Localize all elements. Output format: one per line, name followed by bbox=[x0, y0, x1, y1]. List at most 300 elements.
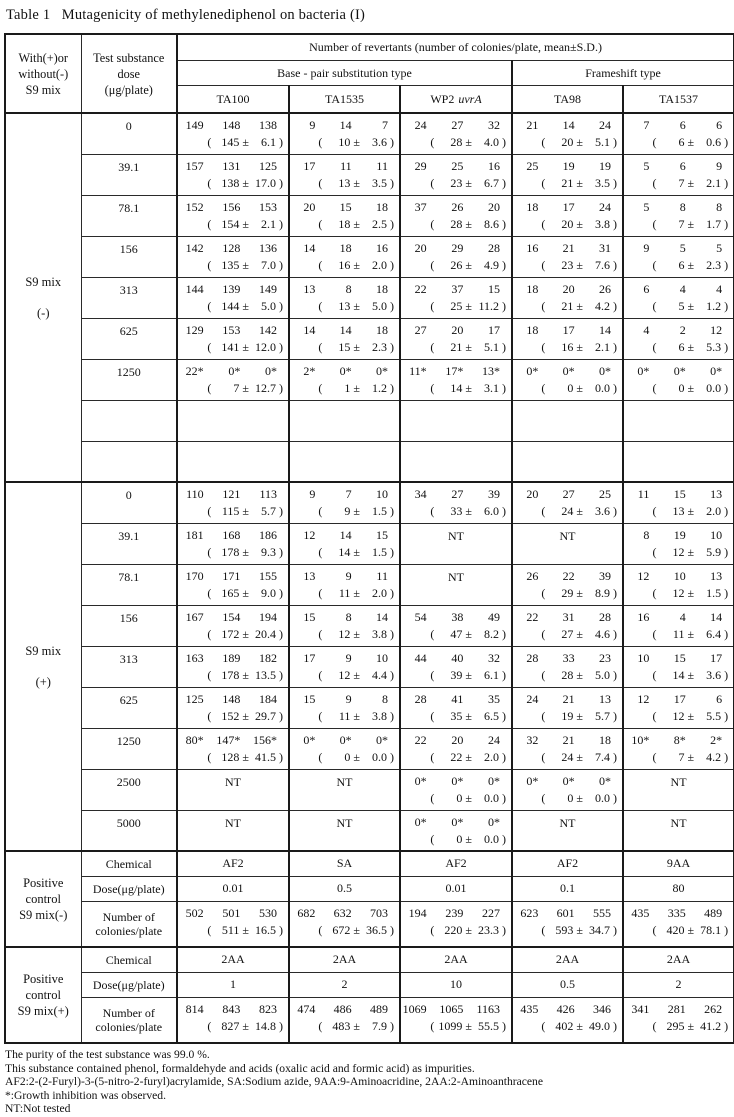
count-value: 26 bbox=[598, 281, 611, 296]
positive-control-label-line: Positive bbox=[23, 972, 64, 986]
mean-sd-part: ) bbox=[502, 216, 506, 231]
data-cell bbox=[289, 154, 400, 195]
mean-sd-part: ( bbox=[652, 626, 657, 641]
count-value: 125 bbox=[259, 158, 278, 173]
not-tested-label: NT bbox=[225, 774, 241, 789]
mean-sd-part: 4.2 bbox=[706, 749, 722, 764]
count-value: 184 bbox=[259, 691, 278, 706]
chemical-cell: 2AA bbox=[512, 947, 623, 972]
data-cell bbox=[289, 441, 400, 482]
mean-sd-part: 672 bbox=[332, 922, 351, 937]
mean-sd bbox=[624, 709, 733, 724]
mean-sd-part: ± bbox=[353, 175, 360, 190]
mean-sd-part: 2.1 bbox=[706, 175, 722, 190]
mean-sd-part: ) bbox=[279, 380, 283, 395]
replicate-counts bbox=[401, 998, 511, 1017]
mean-sd-part: ± bbox=[353, 585, 360, 600]
count-value: 139 bbox=[222, 281, 241, 296]
mean-sd-part: ) bbox=[613, 339, 617, 354]
mean-sd-part: ) bbox=[279, 1018, 283, 1033]
replicate-counts bbox=[178, 237, 288, 256]
count-value: 239 bbox=[445, 905, 464, 920]
count-value: 0* bbox=[414, 814, 427, 829]
replicate-counts bbox=[290, 237, 399, 256]
replicate-counts bbox=[624, 196, 733, 215]
mean-sd-part: ) bbox=[390, 257, 394, 272]
mean-sd-part: ) bbox=[502, 790, 506, 805]
strain-name: TA98 bbox=[553, 91, 582, 106]
mean-sd-part: ( bbox=[541, 708, 546, 723]
count-value: 39 bbox=[488, 487, 501, 501]
count-value: 152 bbox=[185, 199, 204, 214]
table-header bbox=[5, 34, 734, 113]
mean-sd-part: ± bbox=[576, 749, 583, 764]
mean-sd bbox=[624, 750, 733, 765]
count-value: 20 bbox=[451, 732, 464, 747]
mean-sd-part: 6.1 bbox=[484, 667, 499, 682]
count-value: 9 bbox=[345, 568, 352, 583]
mean-sd-part: ) bbox=[724, 1018, 729, 1033]
dose-row bbox=[5, 277, 734, 318]
strain-header-ta1537 bbox=[623, 86, 734, 114]
replicate-counts bbox=[401, 483, 511, 502]
count-value: 0* bbox=[375, 732, 388, 747]
positive-control-label bbox=[5, 947, 81, 1043]
count-value: 121 bbox=[222, 487, 241, 501]
control-row-label-line: Number of bbox=[102, 1005, 155, 1020]
control-row-label-line: Number of bbox=[102, 909, 155, 924]
mean-sd bbox=[290, 750, 399, 765]
mean-sd bbox=[290, 709, 399, 724]
mean-sd-part: 0 bbox=[456, 790, 463, 805]
dose-row bbox=[5, 236, 734, 277]
count-value: 155 bbox=[259, 568, 278, 583]
mean-sd bbox=[178, 545, 288, 560]
mean-sd-part: ( bbox=[430, 298, 435, 313]
control-row-label-line: colonies/plate bbox=[95, 1019, 163, 1034]
mean-sd-part: ( bbox=[430, 667, 435, 682]
mean-sd-part: 24 bbox=[561, 504, 574, 518]
mean-sd-part: 7 bbox=[678, 175, 685, 190]
mean-sd-part: ± bbox=[465, 831, 472, 846]
mean-sd bbox=[624, 176, 733, 191]
mean-sd bbox=[513, 668, 622, 683]
count-value: 18 bbox=[598, 732, 611, 747]
mean-sd-part: 5.7 bbox=[261, 504, 276, 518]
mean-sd-part: ) bbox=[724, 544, 729, 559]
mean-sd-part: ± bbox=[465, 135, 472, 149]
mean-sd-part: 5.7 bbox=[595, 708, 610, 723]
count-value: 154 bbox=[222, 609, 241, 624]
mean-sd-part: ( bbox=[430, 504, 435, 518]
mean-sd-part: ) bbox=[724, 216, 729, 231]
mean-sd-part: 2.0 bbox=[372, 585, 387, 600]
count-value: 13 bbox=[303, 568, 316, 583]
count-value: 13 bbox=[710, 568, 723, 583]
mean-sd-part: ( bbox=[318, 544, 323, 559]
mean-sd-part: ) bbox=[613, 135, 617, 149]
mean-sd-part: ) bbox=[279, 175, 283, 190]
data-cell bbox=[623, 564, 734, 605]
mean-sd-part: 36.5 bbox=[366, 922, 387, 937]
mean-sd-part: ) bbox=[502, 298, 506, 313]
mean-sd-part: ( bbox=[652, 544, 657, 559]
mean-sd-part: 28 bbox=[450, 135, 463, 149]
count-value: 17 bbox=[710, 650, 723, 665]
mean-sd-part: ± bbox=[353, 667, 360, 682]
chemical-cell: 2AA bbox=[289, 947, 400, 972]
dose-value: 625 bbox=[81, 687, 177, 728]
mean-sd-part: ± bbox=[465, 339, 472, 354]
data-cell bbox=[177, 359, 289, 400]
count-value: 14 bbox=[303, 240, 316, 255]
mean-sd-part: 21 bbox=[450, 339, 463, 354]
mean-sd-part: ( bbox=[430, 339, 435, 354]
count-value: 29 bbox=[451, 240, 464, 255]
count-value: 4 bbox=[643, 322, 650, 337]
data-cell bbox=[289, 400, 400, 441]
replicate-counts bbox=[290, 319, 399, 338]
mean-sd-part: ( bbox=[652, 708, 657, 723]
mean-sd-part: ) bbox=[279, 585, 283, 600]
mean-sd-part: 11 bbox=[338, 585, 351, 600]
dose-row bbox=[5, 482, 734, 523]
mean-sd-part: ( bbox=[318, 626, 323, 641]
mean-sd-part: 26 bbox=[450, 257, 463, 272]
data-cell bbox=[400, 687, 512, 728]
mean-sd-part: ± bbox=[465, 216, 472, 231]
mean-sd-part: ) bbox=[279, 298, 283, 313]
mean-sd-part: 35 bbox=[450, 708, 463, 723]
mean-sd-part: ) bbox=[390, 708, 394, 723]
data-cell bbox=[177, 113, 289, 154]
mean-sd-part: ± bbox=[687, 626, 695, 641]
dose-value: 2500 bbox=[81, 769, 177, 810]
mean-sd-part: 483 bbox=[332, 1018, 351, 1033]
mean-sd-part: 1.5 bbox=[372, 544, 387, 559]
mean-sd-part: 3.8 bbox=[372, 626, 387, 641]
data-cell bbox=[289, 687, 400, 728]
mean-sd-part: ± bbox=[242, 380, 249, 395]
mean-sd bbox=[290, 217, 399, 232]
count-value: 17 bbox=[562, 322, 575, 337]
mean-sd bbox=[624, 545, 733, 560]
mean-sd bbox=[290, 586, 399, 601]
dose-row bbox=[5, 318, 734, 359]
mean-sd bbox=[513, 750, 622, 765]
chemical-cell: AF2 bbox=[177, 851, 289, 876]
mean-sd-part: ( bbox=[207, 708, 212, 723]
mean-sd-part: 23.3 bbox=[478, 922, 499, 937]
data-cell bbox=[512, 400, 623, 441]
dose-row bbox=[5, 154, 734, 195]
replicate-counts bbox=[624, 237, 733, 256]
count-value: 14 bbox=[339, 527, 352, 542]
mean-sd-part: ) bbox=[279, 667, 283, 682]
count-value: 17 bbox=[673, 691, 686, 706]
mean-sd-part: ± bbox=[687, 175, 695, 190]
mean-sd-part: ( bbox=[207, 298, 212, 313]
count-value: 16 bbox=[375, 240, 388, 255]
mean-sd-part: 3.6 bbox=[706, 667, 722, 682]
count-value: 632 bbox=[333, 905, 352, 920]
not-tested-label: NT bbox=[559, 528, 576, 543]
data-cell bbox=[177, 277, 289, 318]
mean-sd-part: ) bbox=[502, 831, 506, 846]
mean-sd-part: ) bbox=[390, 1018, 394, 1033]
count-value: 0* bbox=[598, 363, 611, 378]
mean-sd-part: ± bbox=[687, 135, 695, 149]
count-value: 14 bbox=[375, 609, 388, 624]
replicate-counts bbox=[290, 998, 399, 1017]
replicate-counts bbox=[401, 196, 511, 215]
mean-sd bbox=[401, 627, 511, 642]
s9-header-line: S9 mix bbox=[25, 82, 61, 97]
count-value: 4 bbox=[716, 281, 723, 296]
count-value: 15 bbox=[673, 487, 686, 501]
mean-sd-part: 12.0 bbox=[255, 339, 276, 354]
mean-sd-part: 7 bbox=[678, 749, 685, 764]
control-row bbox=[5, 947, 734, 972]
data-cell bbox=[512, 482, 623, 523]
mean-sd-part: 178 bbox=[221, 544, 240, 559]
mean-sd-part: 0.0 bbox=[706, 380, 722, 395]
mean-sd bbox=[513, 586, 622, 601]
mean-sd-part: ( bbox=[207, 380, 212, 395]
mean-sd-part: ± bbox=[576, 1018, 583, 1033]
mean-sd bbox=[290, 176, 399, 191]
mean-sd-part: ) bbox=[724, 339, 729, 354]
dose-row bbox=[5, 400, 734, 441]
count-value: 17* bbox=[445, 363, 464, 378]
mean-sd-part: ( bbox=[318, 298, 323, 313]
count-value: 22* bbox=[185, 363, 204, 378]
mean-sd-part: ( bbox=[318, 339, 323, 354]
mean-sd-part: 4.0 bbox=[484, 135, 499, 149]
mean-sd-part: 5.0 bbox=[595, 667, 610, 682]
replicate-counts bbox=[178, 902, 288, 921]
data-cell bbox=[289, 523, 400, 564]
data-cell bbox=[623, 646, 734, 687]
data-cell bbox=[623, 400, 734, 441]
mean-sd-part: ± bbox=[687, 922, 695, 937]
mean-sd-part: 165 bbox=[221, 585, 240, 600]
mean-sd-part: ± bbox=[576, 790, 583, 805]
mean-sd-part: 135 bbox=[221, 257, 240, 272]
mean-sd-part: ) bbox=[279, 504, 283, 518]
positive-control-label-line: control bbox=[25, 988, 61, 1002]
mean-sd-part: ( bbox=[318, 1018, 323, 1033]
mean-sd-part: 23 bbox=[450, 175, 463, 190]
count-value: 703 bbox=[369, 905, 388, 920]
count-value: 8 bbox=[716, 199, 723, 214]
mean-sd-part: ( bbox=[207, 544, 212, 559]
mean-sd-part: ± bbox=[242, 298, 249, 313]
count-value: 138 bbox=[259, 118, 278, 132]
count-value: 5 bbox=[643, 199, 650, 214]
count-value: 194 bbox=[408, 905, 427, 920]
mean-sd-part: ) bbox=[613, 626, 617, 641]
mean-sd-part: 0 bbox=[567, 380, 574, 395]
count-value: 28 bbox=[414, 691, 427, 706]
replicate-counts bbox=[513, 319, 622, 338]
mean-sd bbox=[513, 217, 622, 232]
mean-sd bbox=[290, 545, 399, 560]
mean-sd-part: ± bbox=[576, 585, 583, 600]
count-value: 32 bbox=[526, 732, 539, 747]
chemical-cell: 2AA bbox=[623, 947, 734, 972]
mean-sd bbox=[513, 709, 622, 724]
dose-value: 1250 bbox=[81, 359, 177, 400]
mean-sd bbox=[624, 504, 733, 519]
mean-sd-part: 3.5 bbox=[372, 175, 387, 190]
mean-sd-part: ( bbox=[318, 257, 323, 272]
replicate-counts bbox=[513, 155, 622, 174]
count-value: 1069 bbox=[402, 1001, 427, 1016]
mean-sd bbox=[178, 668, 288, 683]
count-value: 823 bbox=[259, 1001, 278, 1016]
mean-sd-part: ( bbox=[430, 790, 435, 805]
data-cell bbox=[400, 236, 512, 277]
data-cell bbox=[512, 810, 623, 851]
replicate-counts bbox=[290, 360, 399, 379]
mean-sd-part: 7.0 bbox=[261, 257, 276, 272]
replicate-counts bbox=[624, 483, 733, 502]
mean-sd-part: ( bbox=[318, 380, 323, 395]
replicate-counts bbox=[624, 278, 733, 297]
count-value: 27 bbox=[451, 118, 464, 132]
replicate-counts bbox=[178, 606, 288, 625]
count-value: 163 bbox=[185, 650, 204, 665]
mean-sd-part: ) bbox=[279, 922, 283, 937]
dose-row bbox=[5, 769, 734, 810]
mean-sd-part: ( bbox=[318, 749, 323, 764]
mean-sd-part: 20.4 bbox=[255, 626, 276, 641]
strain-header-ta100 bbox=[177, 86, 289, 114]
count-value: 0* bbox=[451, 814, 464, 829]
mean-sd-part: ) bbox=[390, 504, 394, 518]
mean-sd-part: ± bbox=[687, 504, 695, 518]
mean-sd-part: ± bbox=[465, 257, 472, 272]
mean-sd bbox=[401, 1019, 511, 1034]
dose-value: 0 bbox=[81, 113, 177, 154]
data-cell bbox=[512, 113, 623, 154]
footnote-line: This substance contained phenol, formaldehyde and acids (oxalic acid and formic acid) as impurities. bbox=[5, 1061, 475, 1075]
mean-sd-part: ( bbox=[207, 626, 212, 641]
mean-sd-part: 16 bbox=[561, 339, 574, 354]
count-value: 14 bbox=[562, 118, 575, 132]
mean-sd bbox=[178, 627, 288, 642]
dose-value-cell: 0.1 bbox=[512, 876, 623, 901]
mean-sd-part: ( bbox=[652, 585, 657, 600]
mean-sd-part: ± bbox=[242, 339, 249, 354]
mean-sd-part: 7.6 bbox=[595, 257, 610, 272]
mean-sd-part: 6 bbox=[678, 257, 685, 272]
mean-sd-part: ± bbox=[687, 380, 695, 395]
data-cell bbox=[512, 277, 623, 318]
mean-sd-part: ) bbox=[390, 667, 394, 682]
count-value: 435 bbox=[520, 1001, 539, 1016]
mean-sd-part: ± bbox=[576, 922, 583, 937]
footnote-line: *:Growth inhibition was observed. bbox=[5, 1088, 167, 1102]
mean-sd bbox=[401, 709, 511, 724]
mean-sd-part: 29.7 bbox=[255, 708, 276, 723]
count-value: 0* bbox=[265, 363, 278, 378]
count-value: 6 bbox=[716, 691, 723, 706]
count-value: 144 bbox=[185, 281, 204, 296]
count-value: 153 bbox=[222, 322, 241, 337]
data-cell bbox=[400, 646, 512, 687]
count-value: 0* bbox=[451, 773, 464, 788]
count-value: 18 bbox=[339, 240, 352, 255]
s9-block-label bbox=[5, 482, 81, 851]
mean-sd-part: ) bbox=[390, 749, 394, 764]
mean-sd-part: 14 bbox=[338, 544, 351, 559]
mean-sd-part: ( bbox=[541, 626, 546, 641]
count-value: 11 bbox=[376, 158, 388, 173]
mean-sd-part: 1099 bbox=[438, 1018, 463, 1033]
mean-sd bbox=[624, 340, 733, 355]
count-value: 25 bbox=[598, 487, 611, 501]
count-value: 149 bbox=[185, 118, 204, 132]
mean-sd-part: 152 bbox=[221, 708, 240, 723]
mean-sd-part: ) bbox=[502, 667, 506, 682]
mean-sd bbox=[178, 750, 288, 765]
count-value: 13 bbox=[710, 487, 723, 501]
count-value: 17 bbox=[303, 650, 316, 665]
count-value: 19 bbox=[673, 527, 686, 542]
control-row-label bbox=[81, 997, 177, 1043]
count-value: 0* bbox=[710, 363, 723, 378]
mean-sd bbox=[178, 381, 288, 396]
data-cell bbox=[400, 359, 512, 400]
control-row bbox=[5, 972, 734, 997]
count-value: 623 bbox=[520, 905, 539, 920]
dose-value-cell: 0.5 bbox=[289, 876, 400, 901]
footnote-line: NT:Not tested bbox=[5, 1102, 71, 1116]
mean-sd-part: 1.2 bbox=[706, 298, 722, 313]
count-value: 113 bbox=[259, 487, 278, 501]
replicate-counts bbox=[178, 483, 288, 502]
mean-sd-part: 11 bbox=[338, 708, 351, 723]
count-value: 2* bbox=[303, 363, 316, 378]
mean-sd-part: ± bbox=[465, 380, 472, 395]
data-cell bbox=[400, 318, 512, 359]
count-value: 10 bbox=[673, 568, 686, 583]
data-cell bbox=[623, 769, 734, 810]
count-value: 601 bbox=[556, 905, 575, 920]
count-value: 13* bbox=[482, 363, 501, 378]
mean-sd-part: ( bbox=[541, 1018, 546, 1033]
mean-sd-part: ( bbox=[318, 585, 323, 600]
mean-sd-part: ) bbox=[279, 544, 283, 559]
data-cell bbox=[623, 154, 734, 195]
header-row-1 bbox=[5, 34, 734, 61]
count-value: 0* bbox=[414, 773, 427, 788]
not-tested-label: NT bbox=[670, 774, 687, 789]
count-value: 14 bbox=[598, 322, 611, 337]
mean-sd-part: 13 bbox=[338, 298, 351, 313]
count-value: 31 bbox=[598, 240, 611, 255]
colonies-cell bbox=[400, 901, 512, 947]
mean-sd-part: 78.1 bbox=[700, 922, 722, 937]
control-row-label: Chemical bbox=[81, 947, 177, 972]
mean-sd-part: 6.5 bbox=[484, 708, 499, 723]
mean-sd-part: ) bbox=[390, 380, 394, 395]
not-tested-label: NT bbox=[225, 815, 241, 830]
mean-sd-part: 39 bbox=[450, 667, 463, 682]
dose-row bbox=[5, 810, 734, 851]
